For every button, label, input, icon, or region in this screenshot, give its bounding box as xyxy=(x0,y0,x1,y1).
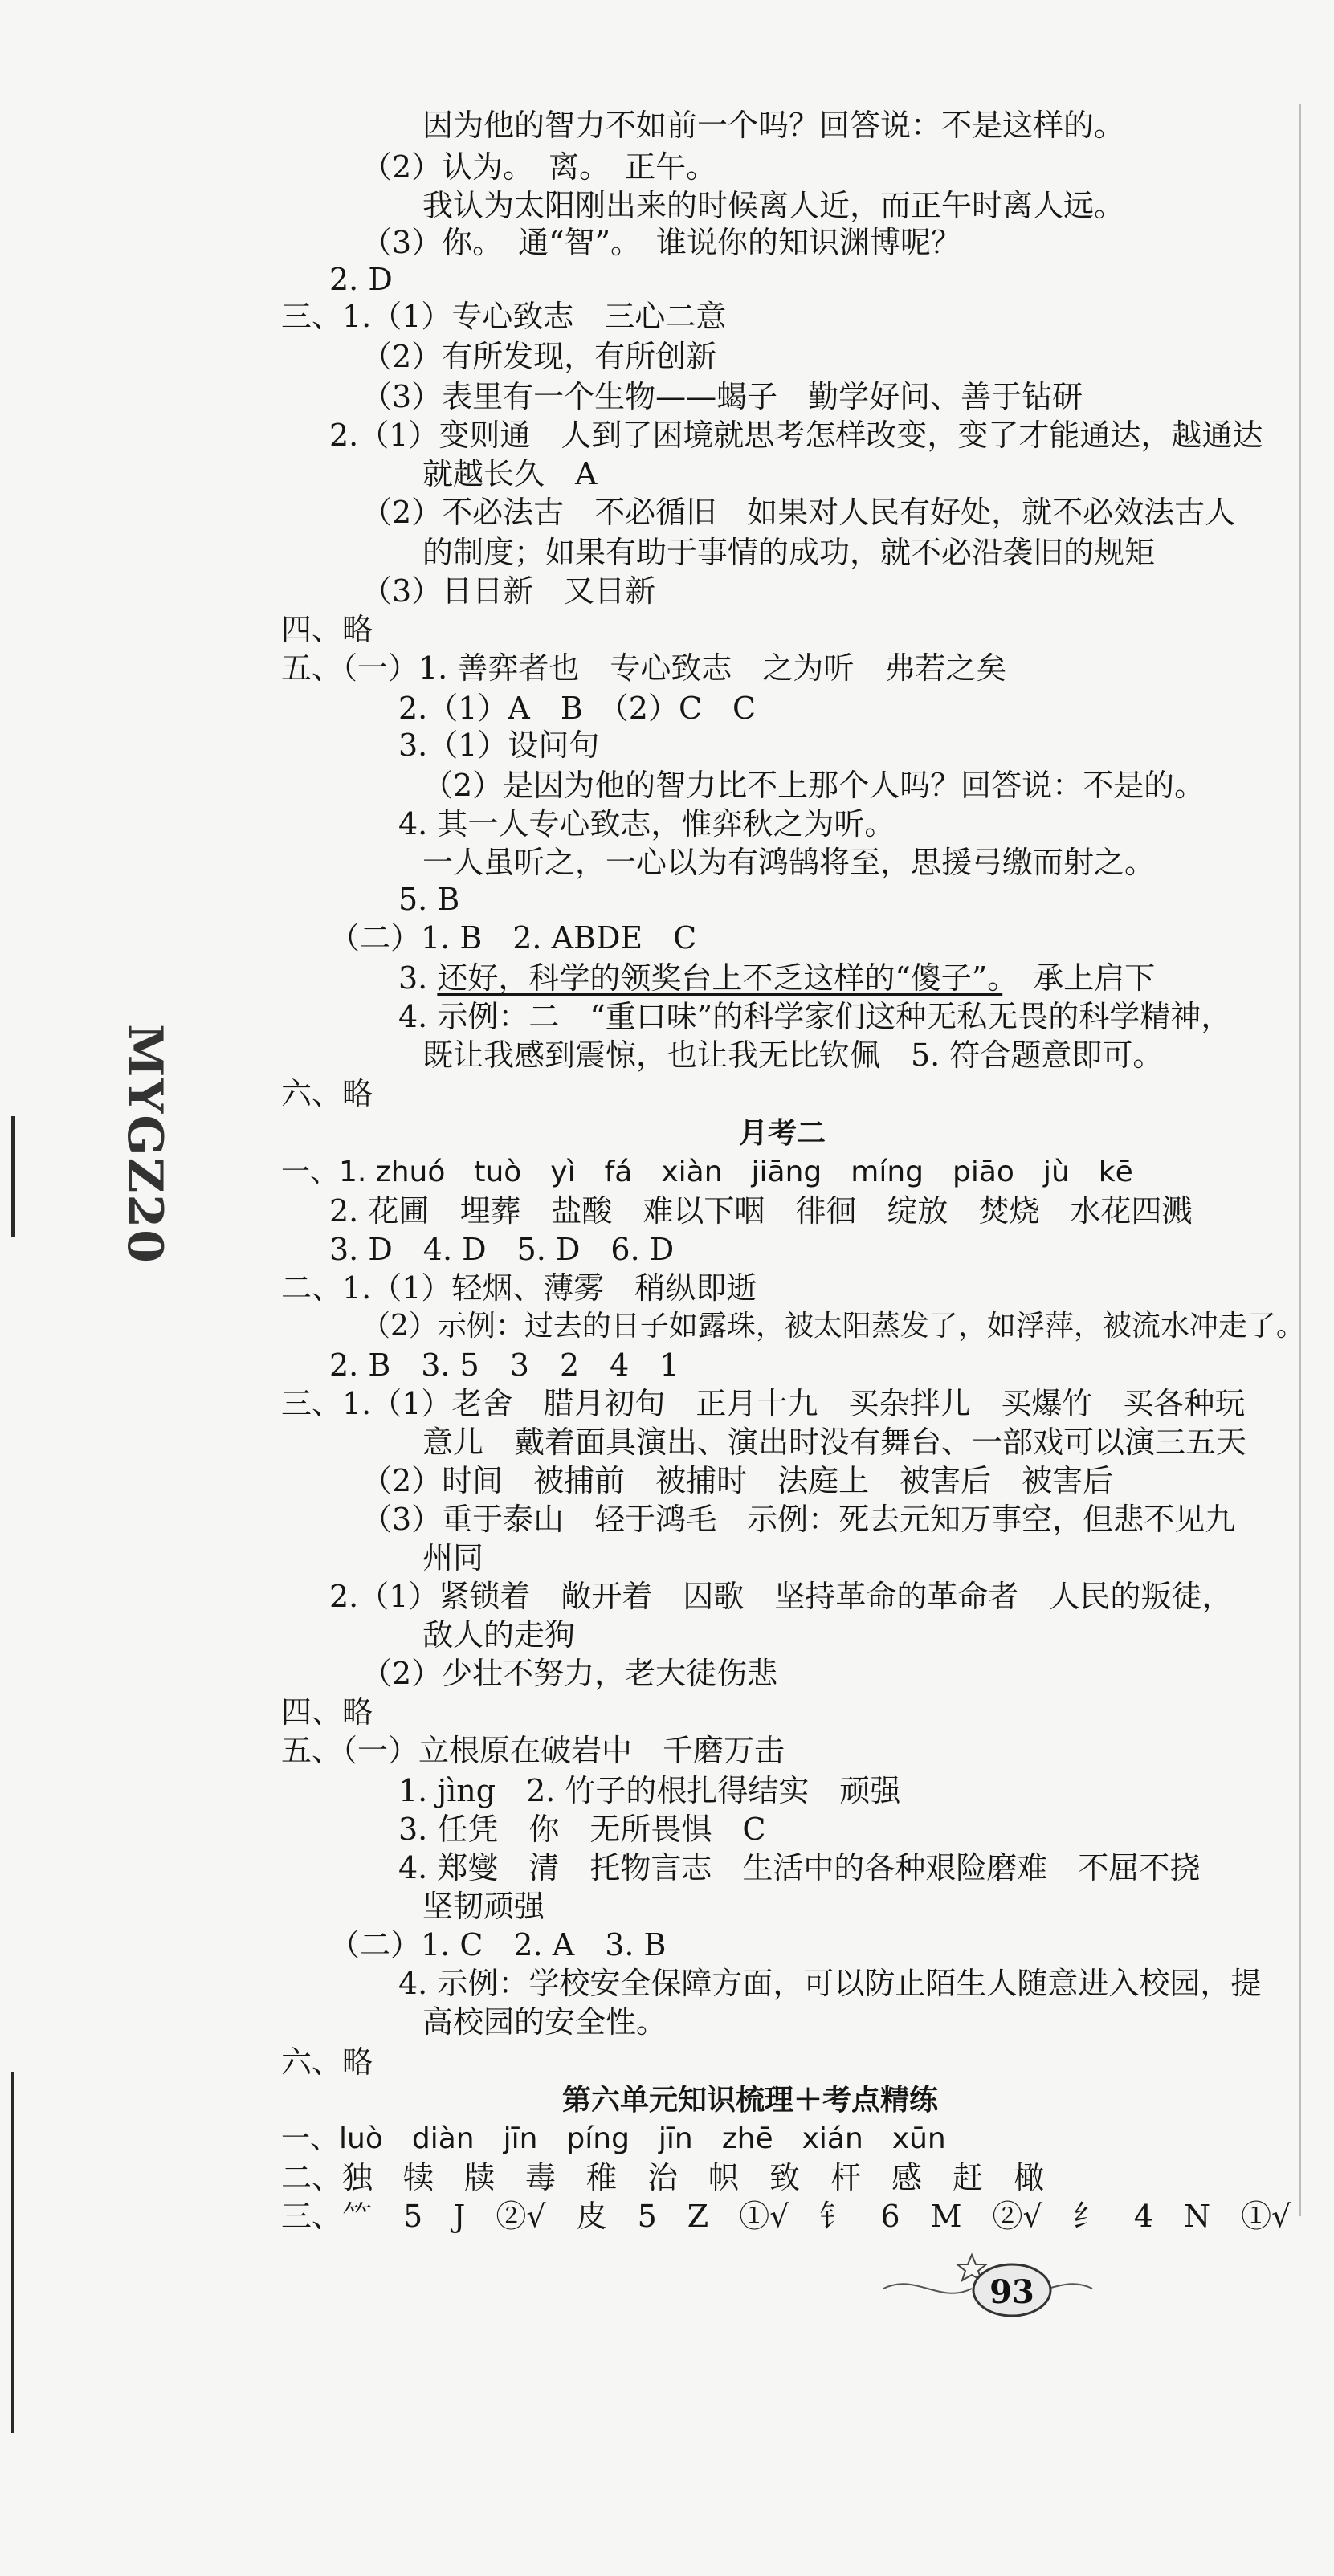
answer-line: （二）1. C 2. A 3. B xyxy=(329,1927,667,1963)
answer-line: （2）认为。 离。 正午。 xyxy=(361,149,717,185)
answer-line xyxy=(398,959,1155,997)
pinyin-line: 一、1. zhuó tuò yì fá xiàn jiāng míng piāo jù kē xyxy=(281,1156,1133,1188)
unit-title: 第六单元知识梳理＋考点精练 xyxy=(562,2084,939,2117)
answer-line: 一人虽听之，一心以为有鸿鹄将至，思援弓缴而射之。 xyxy=(422,845,1156,880)
answer-line: 3.（1）设问句 xyxy=(398,728,600,763)
answer-line: 就越长久 A xyxy=(422,456,598,491)
answer-line: （2）少壮不努力，老大徒伤悲 xyxy=(361,1656,778,1691)
answer-line: （3）重于泰山 轻于鸿毛 示例：死去元知万事空，但悲不见九 xyxy=(361,1502,1236,1537)
answer-line: （3）你。 通“智”。 谁说你的知识渊博呢？ xyxy=(361,225,962,260)
answer-number: 3. xyxy=(398,960,438,996)
answer-line: 我认为太阳刚出来的时候离人近，而正午时离人远。 xyxy=(422,188,1125,223)
answer-line: 二、1.（1）轻烟、薄雾 稍纵即逝 xyxy=(281,1270,757,1306)
scan-edge-mark xyxy=(11,2072,14,2433)
answer-line: 二、独 犊 牍 毒 稚 治 帜 致 杆 感 赶 橄 xyxy=(281,2160,1045,2195)
answer-line: （3）日日新 又日新 xyxy=(361,573,656,609)
answer-line: 既让我感到震惊，也让我无比钦佩 5. 符合题意即可。 xyxy=(422,1037,1164,1073)
answer-line: 州同 xyxy=(422,1540,484,1575)
page-number-ornament xyxy=(875,2240,1100,2337)
pinyin-line: 一、luò diàn jīn píng jīn zhē xián xūn xyxy=(281,2122,946,2155)
answer-line: （2）不必法古 不必循旧 如果对人民有好处，就不必效法古人 xyxy=(361,495,1236,530)
answer-line: 三、1.（1）专心致志 三心二意 xyxy=(281,299,727,334)
right-margin-rule xyxy=(1299,104,1301,2216)
section-heading: 四、略 xyxy=(281,612,373,647)
answer-line: 敌人的走狗 xyxy=(422,1617,576,1653)
answer-line: 5. B xyxy=(398,882,460,917)
answer-line: （二）1. B 2. ABDE C xyxy=(329,920,697,956)
answer-line: 2.（1）A B （2）C C xyxy=(398,691,757,726)
section-heading: 六、略 xyxy=(281,1076,373,1111)
side-code: MYGZ20 xyxy=(116,1024,173,1265)
exam-title: 月考二 xyxy=(739,1117,826,1150)
section-heading: 四、略 xyxy=(281,1694,373,1730)
answer-line: 3. 任凭 你 无所畏惧 C xyxy=(398,1812,766,1847)
answer-line: 三、1.（1）老舍 腊月初旬 正月十九 买杂拌儿 买爆竹 买各种玩 xyxy=(281,1386,1246,1421)
answer-line: 高校园的安全性。 xyxy=(422,2004,667,2040)
answer-line: 4. 其一人专心致志，惟弈秋之为听。 xyxy=(398,806,895,842)
answer-line: （3）表里有一个生物——蝎子 勤学好问、善于钻研 xyxy=(361,379,1083,414)
answer-line: 2. 花圃 埋葬 盐酸 难以下咽 徘徊 绽放 焚烧 水花四溅 xyxy=(329,1193,1193,1229)
answer-line: 2. B 3. 5 3 2 4 1 xyxy=(329,1347,679,1383)
answer-line: （2）示例：过去的日子如露珠，被太阳蒸发了，如浮萍，被流水冲走了。 xyxy=(361,1310,1305,1343)
answer-line: 五、（一）1. 善弈者也 专心致志 之为听 弗若之矣 xyxy=(281,650,1007,686)
answer-line: （2）是因为他的智力比不上那个人吗？回答说：不是的。 xyxy=(422,768,1205,803)
section-heading: 六、略 xyxy=(281,2044,373,2080)
underlined-sentence: 还好，科学的领奖台上不乏这样的“傻子”。 xyxy=(437,960,1003,996)
answer-line: 三、⺮ 5 J ②√ 皮 5 Z ①√ 钅 6 M ②√ 纟 4 N ①√ xyxy=(281,2199,1291,2234)
answer-line: 2. D xyxy=(329,262,393,297)
answer-line: 2.（1）紧锁着 敞开着 囚歌 坚持革命的革命者 人民的叛徒， xyxy=(329,1579,1233,1614)
answer-line: 4. 示例：二 “重口味”的科学家们这种无私无畏的科学精神， xyxy=(398,999,1232,1034)
page-number: 93 xyxy=(989,2273,1034,2311)
answer-line: 4. 示例：学校安全保障方面，可以防止陌生人随意进入校园，提 xyxy=(398,1966,1262,2001)
scan-edge-mark xyxy=(11,1116,15,1237)
answer-line: 2.（1）变则通 人到了困境就思考怎样改变，变了才能通达，越通达 xyxy=(329,418,1263,453)
answer-line: 1. jìng 2. 竹子的根扎得结实 顽强 xyxy=(398,1773,901,1808)
answer-line: 3. D 4. D 5. D 6. D xyxy=(329,1232,675,1267)
answer-line: 4. 郑燮 清 托物言志 生活中的各种艰险磨难 不屈不挠 xyxy=(398,1850,1201,1885)
answer-line: 坚韧顽强 xyxy=(422,1889,545,1924)
answer-line: （2）时间 被捕前 被捕时 法庭上 被害后 被害后 xyxy=(361,1463,1114,1498)
answer-line: 意儿 戴着面具演出、演出时没有舞台、一部戏可以演三五天 xyxy=(422,1425,1247,1460)
answer-line: 五、（一）立根原在破岩中 千磨万击 xyxy=(281,1733,785,1768)
answer-line: （2）有所发现，有所创新 xyxy=(361,339,717,374)
answer-line: 的制度；如果有助于事情的成功，就不必沿袭旧的规矩 xyxy=(422,535,1156,570)
answer-line: 因为他的智力不如前一个吗？回答说：不是这样的。 xyxy=(422,108,1125,143)
answer-text: 承上启下 xyxy=(1002,960,1156,996)
